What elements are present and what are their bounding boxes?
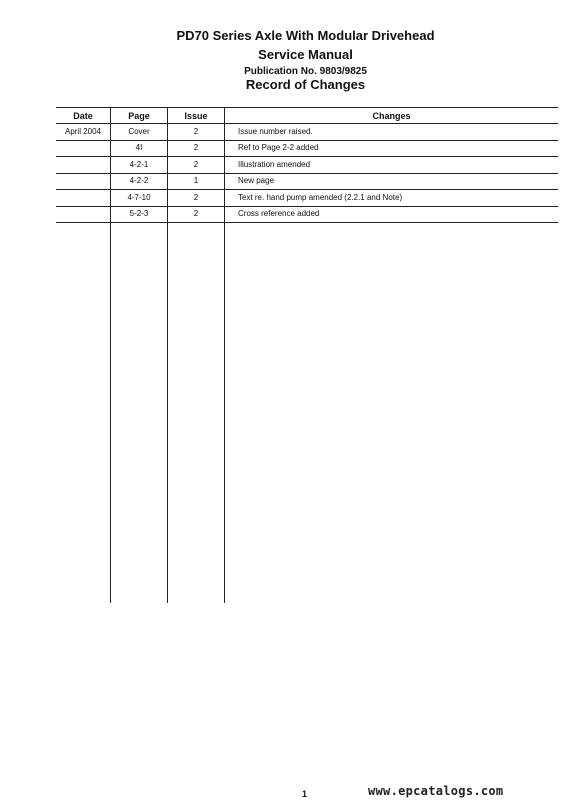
row-changes: New page [238,176,275,185]
row-changes: Text re. hand pump amended (2.2.1 and Note) [238,193,403,202]
record-of-changes-title: Record of Changes [245,77,366,92]
row-changes: Illustration amended [238,160,311,169]
row-changes: Issue number raised. [238,127,313,136]
page-number: 1 [302,789,308,799]
changes-table [56,107,558,603]
row-changes: Ref to Page 2-2 added [238,143,319,152]
row-issue: 2 [193,193,199,202]
row-page: 5-2-3 [129,209,149,218]
manual-subtitle: Service Manual [258,47,353,62]
row-issue: 2 [193,160,199,169]
row-issue: 2 [193,143,199,152]
row-issue: 2 [193,209,199,218]
publication-number: Publication No. 9803/9825 [244,66,367,77]
row-page: 4-7-10 [127,193,151,202]
watermark-url: www.epcatalogs.com [368,784,504,798]
row-rule [56,222,558,223]
column-header-changes: Changes [372,111,411,121]
row-page: 4I [135,143,143,152]
row-page: Cover [128,127,150,136]
row-page: 4-2-1 [129,160,149,169]
column-header-date: Date [73,111,93,121]
column-divider [224,107,225,603]
column-header-issue: Issue [184,111,208,121]
row-changes: Cross reference added [238,209,320,218]
row-issue: 2 [193,127,199,136]
column-header-page: Page [128,111,150,121]
manual-title: PD70 Series Axle With Modular Drivehead [176,28,435,43]
row-date: April 2004 [64,127,102,136]
row-page: 4-2-2 [129,176,149,185]
row-issue: 1 [193,176,199,185]
